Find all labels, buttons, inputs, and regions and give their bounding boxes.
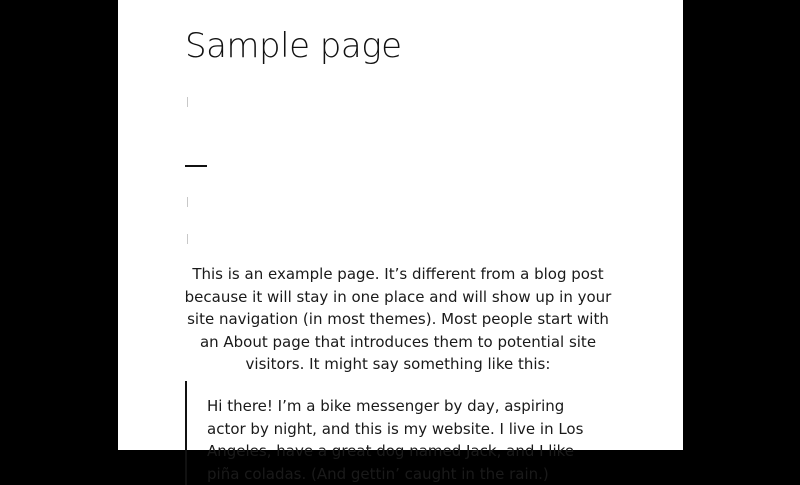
separator-tick — [187, 97, 188, 107]
separator-tick — [187, 234, 188, 244]
intro-paragraph: This is an example page. It’s different from a blog post because it will stay in one place and will show up in your site navigation (in most themes). Most people start with an About page that introduces them to potential site visitors. It might say something like this: — [184, 265, 612, 373]
separator-tick — [187, 197, 188, 207]
page-title: Sample page — [185, 26, 402, 66]
separator-dash — [185, 165, 207, 167]
page-content — [118, 0, 683, 483]
quote-text: Hi there! I’m a bike messenger by day, aspiring actor by night, and this is my website. I live in Los Angeles, have a great dog named Jack, and I like piña coladas. (And gettin’ caught in the rain.) — [207, 397, 584, 483]
quote-block — [185, 381, 607, 485]
